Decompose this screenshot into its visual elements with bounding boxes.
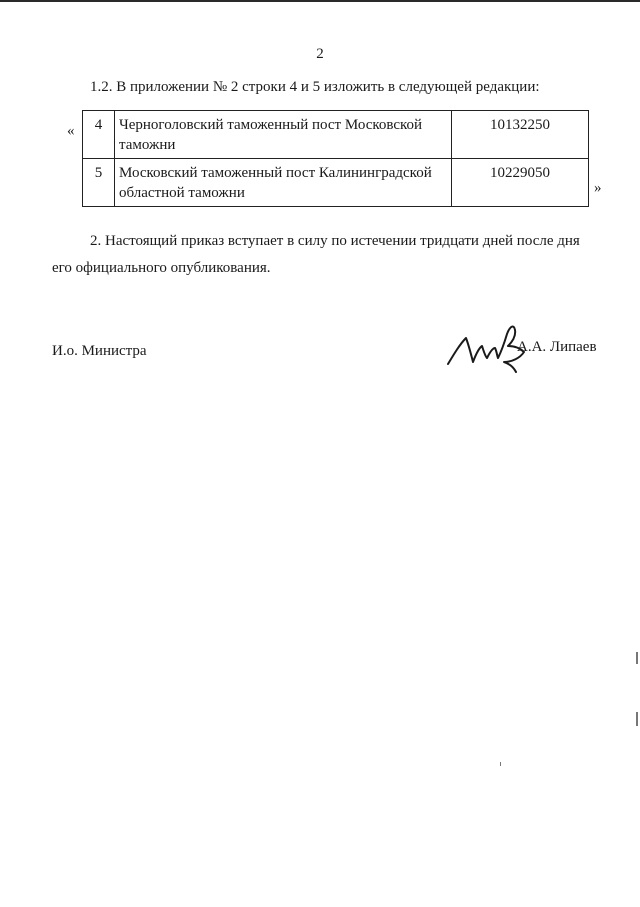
customs-post-code: 10132250 [452, 111, 589, 159]
table-row [83, 159, 589, 207]
signatory-title: И.о. Министра [52, 343, 147, 359]
opening-quote: « [67, 123, 75, 139]
customs-post-name: Московский таможенный пост Калининградской областной таможни [115, 159, 452, 207]
table-row [83, 111, 589, 159]
page-number: 2 [316, 46, 324, 62]
signatory-name: А.А. Липаев [517, 339, 597, 355]
row-number: 4 [83, 111, 115, 159]
scan-artifact [636, 652, 638, 664]
item-1-2-paragraph: 1.2. В приложении № 2 строки 4 и 5 изложить в следующей редакции: [90, 79, 540, 95]
scan-artifact [636, 712, 638, 726]
scan-artifact [500, 762, 501, 766]
row-number: 5 [83, 159, 115, 207]
scan-border-line [0, 0, 640, 2]
closing-quote: » [594, 180, 602, 196]
customs-post-name: Черноголовский таможенный пост Московской таможни [115, 111, 452, 159]
item-2-paragraph-line-1: 2. Настоящий приказ вступает в силу по истечении тридцати дней после дня [90, 233, 580, 249]
customs-post-code: 10229050 [452, 159, 589, 207]
item-2-paragraph-line-2: его официального опубликования. [52, 260, 271, 276]
amendment-table [82, 110, 589, 207]
